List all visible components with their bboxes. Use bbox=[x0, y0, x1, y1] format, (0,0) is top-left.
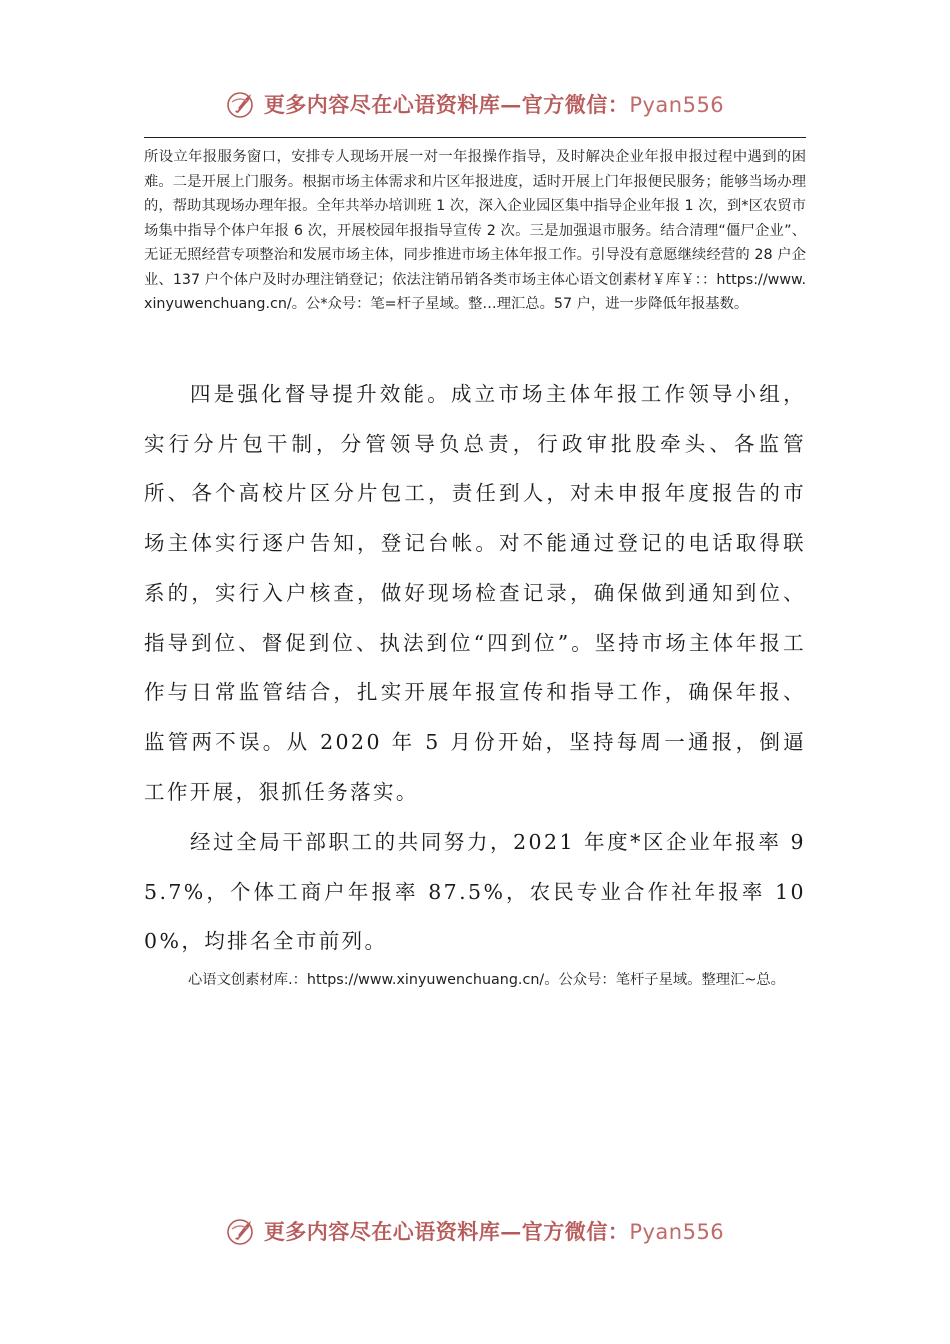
paragraph-1: 所设立年报服务窗口，安排专人现场开展一对一年报操作指导，及时解决企业年报申报过程中遇到的困难。二是开展上门服务。根据市场主体需求和片区年报进度，适时开展上门年报便民服务；能够当场办理的，帮助其现场办理年报。全年共举办培训班 1 次，深入企业园区集中指导企业年报 1 次，到*区农贸市场集中指导个体户年报 6 次，开展校园年报指导宣传 2 次。三是加强退市服务。结合清理“僵尸企业”、无证无照经营专项整治和发展市场主体，同步推进市场主体年报工作。引导没有意愿继续经营的 28 户企业、137 户个体户及时办理注销登记；依法注销吊销各类市场主体心语文创素材￥库￥：：https://www.xinyuwenchuang.cn/。公*众号：笔=杆子星域。整…理汇总。57 户，进一步降低年报基数。 bbox=[144, 149, 806, 312]
footer-note: 心语文创素材库.：https://www.xinyuwenchuang.cn/。公众号：笔杆子星域。整理汇~总。 bbox=[188, 972, 785, 988]
pen-nib-logo-icon bbox=[226, 1215, 258, 1247]
paragraph-3: 经过全局干部职工的共同努力，2021 年度*区企业年报率 95.7%，个体工商户年报率 87.5%，农民专业合作社年报率 100%，均排名全市前列。 bbox=[144, 830, 806, 954]
header-divider bbox=[144, 137, 806, 138]
pen-nib-logo-icon bbox=[226, 88, 258, 120]
banner-title: 更多内容尽在心语资料库—官方微信： bbox=[263, 1219, 630, 1244]
banner-title: 更多内容尽在心语资料库—官方微信： bbox=[263, 92, 630, 117]
footer-banner bbox=[0, 1211, 950, 1251]
paragraph-2: 四是强化督导提升效能。成立市场主体年报工作领导小组，实行分片包干制，分管领导负总责，行政审批股牵头、各监管所、各个高校片区分片包工，责任到人，对未申报年度报告的市场主体实行逐户告知，登记台帐。对不能通过登记的电话取得联系的，实行入户核查，做好现场检查记录，确保做到通知到位、指导到位、督促到位、执法到位“四到位”。坚持市场主体年报工作与日常监管结合，扎实开展年报宣传和指导工作，确保年报、监管两不误。从 2020 年 5 月份开始，坚持每周一通报，倒逼工作开展，狠抓任务落实。 bbox=[144, 382, 806, 804]
banner-wechat-id: Pyan556 bbox=[629, 93, 725, 117]
header-banner bbox=[0, 84, 950, 124]
banner-wechat-id: Pyan556 bbox=[629, 1220, 725, 1244]
